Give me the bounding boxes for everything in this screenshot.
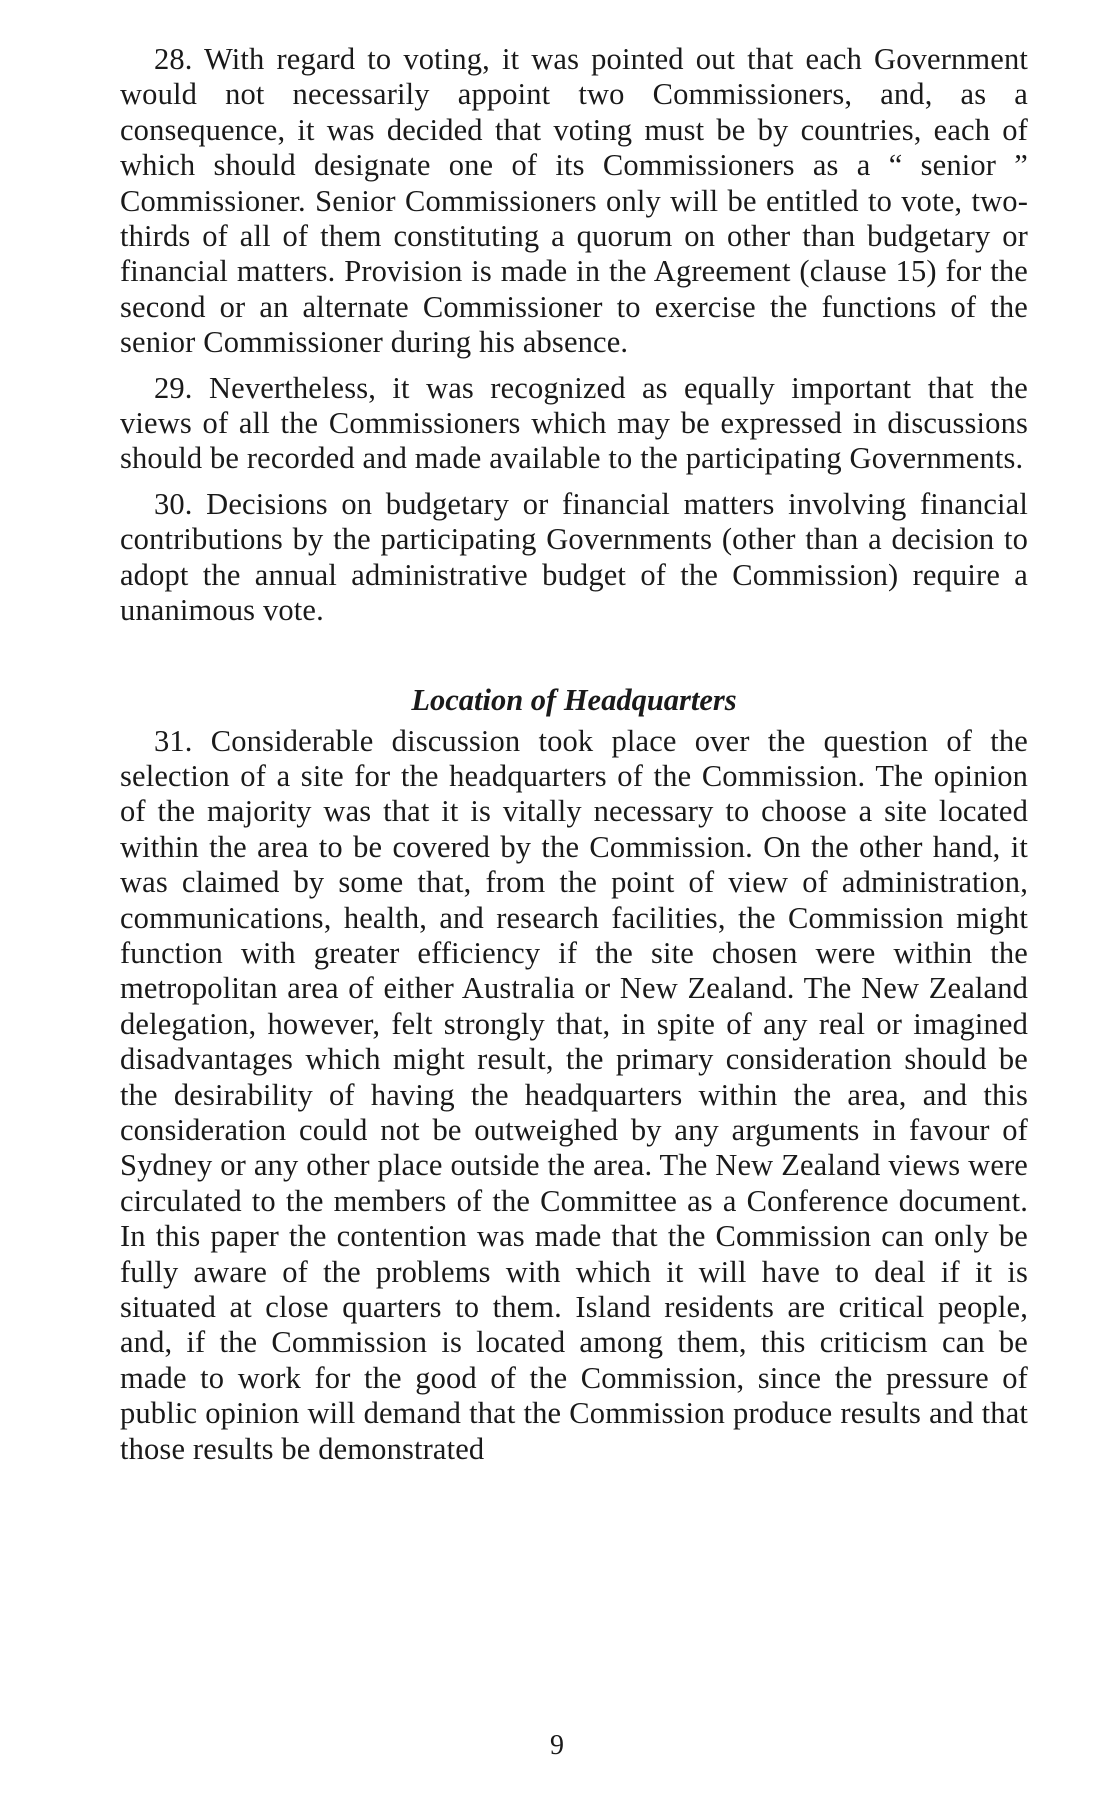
document-page: [120, 42, 1028, 1477]
paragraph-28: 28. With regard to voting, it was pointed out that each Government would not necessarily appoint two Commissioners, and, as a consequence, it was decided that voting must be by countries, each of which should designate one of its Commissioners as a “ senior ” Commissioner. Senior Commissioners only will be entitled to vote, two-thirds of all of them constituting a quorum on other than budgetary or financial matters. Provision is made in the Agreement (clause 15) for the second or an alternate Commissioner to exercise the functions of the senior Commissioner during his absence.: [120, 42, 1028, 360]
page-number: 9: [550, 1730, 564, 1761]
paragraph-29: 29. Nevertheless, it was recognized as equally important that the views of all the Commissioners which may be expressed in discussions should be recorded and made available to the participating Governments.: [120, 370, 1028, 476]
paragraph-31: 31. Considerable discussion took place over the question of the selection of a site for the headquarters of the Commission. The opinion of the majority was that it is vitally necessary to choose a site located within the area to be covered by the Commission. On the other hand, it was claimed by some that, from the point of view of administration, communications, health, and research facilities, the Commission might function with greater efficiency if the site chosen were within the metropolitan area of either Australia or New Zealand. The New Zealand delegation, however, felt strongly that, in spite of any real or imagined disadvantages which might result, the primary consideration should be the desirability of having the headquarters within the area, and this consideration could not be outweighed by any arguments in favour of Sydney or any other place outside the area. The New Zealand views were circulated to the members of the Committee as a Conference document. In this paper the contention was made that the Commission can only be fully aware of the problems with which it will have to deal if it is situated at close quarters to them. Island residents are critical people, and, if the Commission is located among them, this criticism can be made to work for the good of the Commission, since the pressure of public opinion will demand that the Commission produce results and that those results be demonstrated: [120, 723, 1028, 1466]
section-heading: Location of Headquarters: [411, 682, 737, 717]
paragraph-30: 30. Decisions on budgetary or financial matters involving financial contributions by the participating Governments (other than a decision to adopt the annual administrative budget of the Commission) require a unanimous vote.: [120, 486, 1028, 628]
